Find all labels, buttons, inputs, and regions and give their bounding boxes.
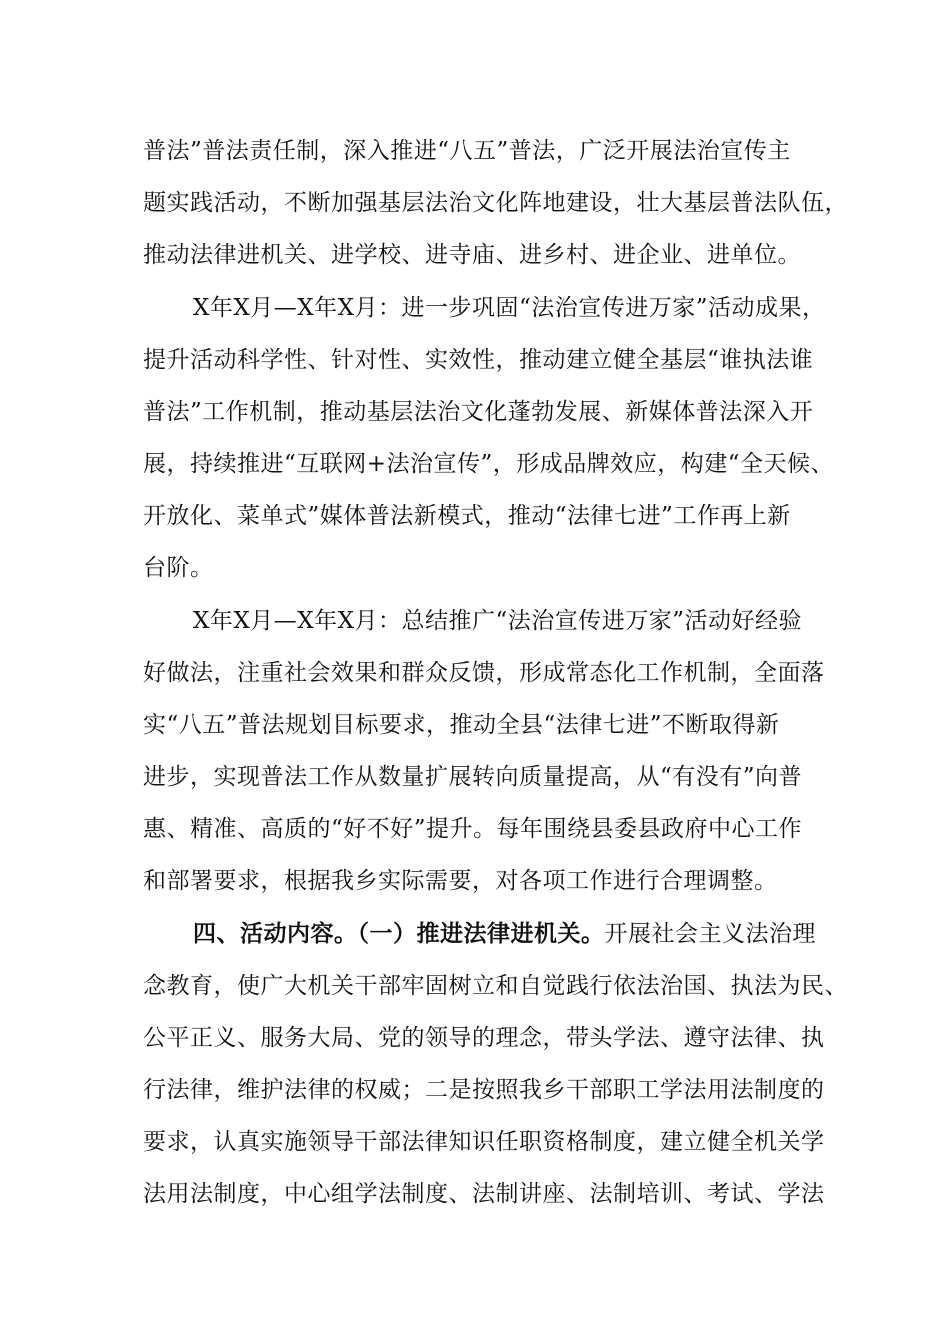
paragraph-line: 法用法制度，中心组学法制度、法制讲座、法制培训、考试、学法: [143, 1181, 825, 1207]
paragraph-line: 要求，认真实施领导干部法律知识任职资格制度，建立健全机关学: [143, 1129, 825, 1155]
paragraph-line: 行法律，维护法律的权威；二是按照我乡干部职工学法用法制度的: [143, 1077, 825, 1103]
paragraph-line: 普法”工作机制，推动基层法治文化蓬勃发展、新媒体普法深入开: [143, 399, 814, 425]
section-four-line: [193, 919, 893, 949]
paragraph-line: 提升活动科学性、针对性、实效性，推动建立健全基层“谁执法谁: [143, 347, 814, 373]
section-text: 开展社会主义法治理: [604, 921, 816, 947]
paragraph-line: X年X月—X年X月：进一步巩固“法治宣传进万家”活动成果，: [193, 295, 826, 321]
paragraph-line: 实“八五”普法规划目标要求，推动全县“法律七进”不断取得新: [143, 712, 780, 738]
section-subheading: （一）推进法律进机关。: [357, 920, 605, 947]
paragraph-line: 普法”普法责任制，深入推进“八五”普法，广泛开展法治宣传主: [143, 138, 791, 164]
paragraph-line: 进步，实现普法工作从数量扩展转向质量提高，从“有没有”向普: [143, 764, 803, 790]
paragraph-line: 惠、精准、高质的“好不好”提升。每年围绕县委县政府中心工作: [143, 816, 803, 842]
paragraph-line: 念教育，使广大机关干部牢固树立和自觉践行依法治国、执法为民、: [143, 973, 848, 999]
paragraph-line: X年X月—X年X月：总结推广“法治宣传进万家”活动好经验: [193, 608, 803, 634]
paragraph-line: 推动法律进机关、进学校、进寺庙、进乡村、进企业、进单位。: [143, 242, 801, 268]
paragraph-line: 台阶。: [143, 555, 214, 581]
paragraph-line: 开放化、菜单式”媒体普法新模式，推动“法律七进”工作再上新: [143, 503, 791, 529]
paragraph-line: 好做法，注重社会效果和群众反馈，形成常态化工作机制，全面落: [143, 660, 825, 686]
paragraph-line: 公平正义、服务大局、党的领导的理念，带头学法、遵守法律、执: [143, 1025, 825, 1051]
paragraph-line: 展，持续推进“互联网+法治宣传”，形成品牌效应，构建“全天候、: [143, 451, 835, 477]
paragraph-line: 题实践活动，不断加强基层法治文化阵地建设，壮大基层普法队伍，: [143, 190, 848, 216]
paragraph-line: 和部署要求，根据我乡实际需要，对各项工作进行合理调整。: [143, 868, 778, 894]
section-heading: 四、活动内容。: [193, 920, 358, 947]
